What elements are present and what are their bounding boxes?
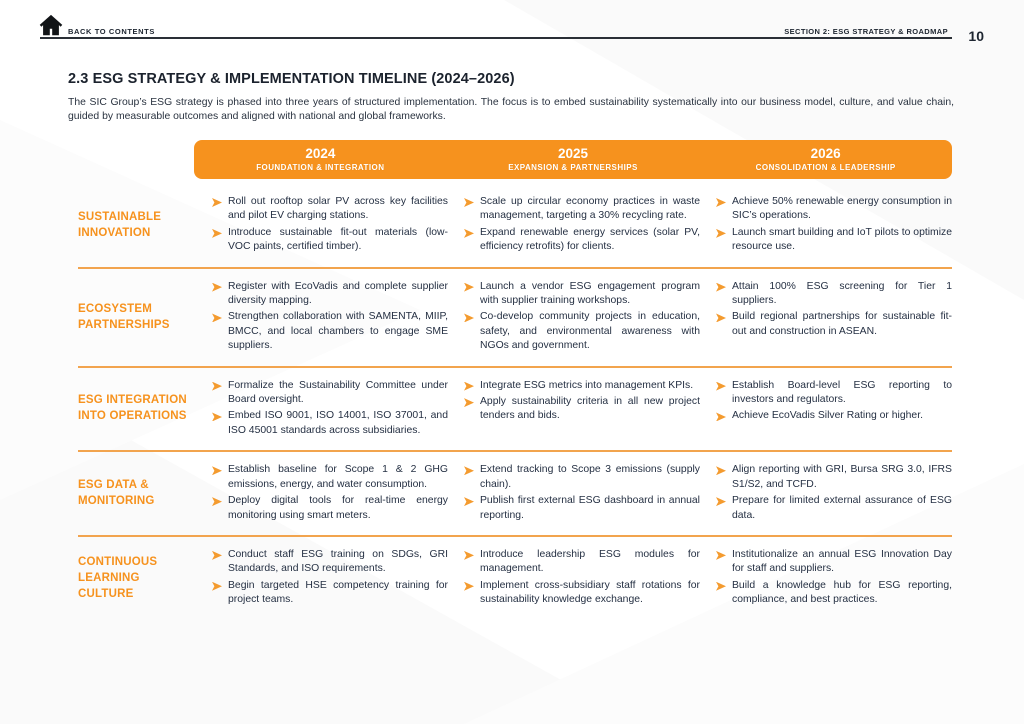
arrow-bullet-icon <box>212 313 222 322</box>
bullet-text: Establish baseline for Scope 1 & 2 GHG emissions, energy, and water consumption. <box>228 464 448 490</box>
bullet-text: Publish first external ESG dashboard in annual reporting. <box>480 495 700 521</box>
arrow-bullet-icon <box>464 398 474 407</box>
year-label: 2024 <box>305 145 336 161</box>
cell-2026 <box>716 548 952 608</box>
cell-2024 <box>212 379 448 439</box>
bullet-item <box>716 379 952 408</box>
bullet-text: Scale up circular economy practices in waste management, targeting a 30% recycling rate. <box>480 196 700 222</box>
arrow-bullet-icon <box>716 198 726 207</box>
cell-2025 <box>464 463 700 523</box>
cell-2024 <box>212 280 448 354</box>
timeline-row-esg-integration <box>78 368 952 453</box>
bullet-item <box>464 379 700 393</box>
row-label: SUSTAINABLE INNOVATION <box>78 210 162 239</box>
bullet-text: Register with EcoVadis and complete supplier diversity mapping. <box>228 280 448 307</box>
bullet-text: Expand renewable energy services (solar PV, efficiency retrofits) for clients. <box>480 226 700 253</box>
back-to-contents-label: BACK TO CONTENTS <box>68 27 155 36</box>
bullet-item <box>212 409 448 438</box>
year-subtitle: FOUNDATION & INTEGRATION <box>256 162 385 172</box>
year-column-2026 <box>699 147 952 173</box>
arrow-bullet-icon <box>464 283 474 292</box>
bullet-item <box>464 395 700 424</box>
arrow-bullet-icon <box>212 229 222 238</box>
bullet-item <box>464 463 700 492</box>
page-title: 2.3 ESG STRATEGY & IMPLEMENTATION TIMELINE (2024–2026) <box>68 71 515 87</box>
cell-2025 <box>464 379 700 439</box>
cell-2026 <box>716 195 952 255</box>
timeline-row-sustainable-innovation <box>78 184 952 269</box>
arrow-bullet-icon <box>212 551 222 560</box>
cell-2024 <box>212 463 448 523</box>
cell-2026 <box>716 379 952 439</box>
back-to-contents-link[interactable] <box>38 12 155 39</box>
arrow-bullet-icon <box>212 412 222 421</box>
arrow-bullet-icon <box>716 582 726 591</box>
arrow-bullet-icon <box>212 198 222 207</box>
bullet-item <box>212 310 448 353</box>
arrow-bullet-icon <box>716 412 726 421</box>
bullet-item <box>212 463 448 492</box>
year-label: 2026 <box>810 145 841 161</box>
bullet-text: Co-develop community projects in education, safety, and environmental awareness with NGOs and government. <box>480 311 700 352</box>
bullet-item <box>716 463 952 492</box>
bullet-text: Establish Board-level ESG reporting to investors and regulators. <box>732 379 952 406</box>
timeline-row-continuous-learning <box>78 537 952 620</box>
page-number: 10 <box>968 28 984 44</box>
bullet-text: Launch smart building and IoT pilots to optimize resource use. <box>732 226 952 253</box>
arrow-bullet-icon <box>464 582 474 591</box>
timeline-row-ecosystem-partnerships <box>78 269 952 368</box>
arrow-bullet-icon <box>716 313 726 322</box>
bullet-text: Roll out rooftop solar PV across key facilities and pilot EV charging stations. <box>228 196 448 222</box>
cell-2024 <box>212 195 448 255</box>
bullet-text: Attain 100% ESG screening for Tier 1 suppliers. <box>732 280 952 307</box>
bullet-text: Build a knowledge hub for ESG reporting, compliance, and best practices. <box>732 579 952 606</box>
bullet-text: Introduce leadership ESG modules for management. <box>480 548 700 575</box>
arrow-bullet-icon <box>716 283 726 292</box>
bullet-item <box>716 310 952 339</box>
year-subtitle: EXPANSION & PARTNERSHIPS <box>508 162 638 172</box>
arrow-bullet-icon <box>212 582 222 591</box>
bullet-item <box>464 226 700 255</box>
bullet-text: Build regional partnerships for sustainable fit-out and construction in ASEAN. <box>732 311 952 337</box>
intro-paragraph: The SIC Group’s ESG strategy is phased into three years of structured implementation. The focus is to embed sustainability systematically into our business model, culture, and value chain, guided by measurable outcomes and aligned with national and global frameworks. <box>68 97 954 122</box>
cell-2025 <box>464 195 700 255</box>
arrow-bullet-icon <box>716 497 726 506</box>
row-label: ESG DATA & MONITORING <box>78 479 155 508</box>
arrow-bullet-icon <box>212 466 222 475</box>
bullet-item <box>464 280 700 309</box>
bullet-item <box>716 226 952 255</box>
bullet-item <box>716 579 952 608</box>
arrow-bullet-icon <box>212 497 222 506</box>
bullet-item <box>464 494 700 523</box>
arrow-bullet-icon <box>212 382 222 391</box>
bullet-text: Apply sustainability criteria in all new project tenders and bids. <box>480 396 700 422</box>
cell-2025 <box>464 548 700 608</box>
year-subtitle: CONSOLIDATION & LEADERSHIP <box>755 162 896 172</box>
bullet-item <box>716 548 952 577</box>
bullet-text: Strengthen collaboration with SAMENTA, MIIP, BMCC, and local chambers to engage SME suppliers. <box>228 311 448 352</box>
cell-2026 <box>716 463 952 523</box>
bullet-text: Achieve EcoVadis Silver Rating or higher. <box>732 410 923 422</box>
arrow-bullet-icon <box>464 229 474 238</box>
bullet-item <box>716 494 952 523</box>
arrow-bullet-icon <box>716 466 726 475</box>
bullet-text: Achieve 50% renewable energy consumption in SIC’s operations. <box>732 196 952 222</box>
cell-2025 <box>464 280 700 354</box>
header-rule <box>40 37 952 39</box>
arrow-bullet-icon <box>464 382 474 391</box>
bullet-item <box>464 195 700 224</box>
bullet-item <box>212 280 448 309</box>
bullet-text: Integrate ESG metrics into management KPIs. <box>480 379 694 391</box>
arrow-bullet-icon <box>716 229 726 238</box>
bullet-item <box>212 494 448 523</box>
bullet-text: Extend tracking to Scope 3 emissions (supply chain). <box>480 464 700 490</box>
section-label: SECTION 2: ESG STRATEGY & ROADMAP <box>784 27 948 36</box>
bullet-item <box>212 379 448 408</box>
timeline-table <box>78 184 952 620</box>
bullet-item <box>464 579 700 608</box>
year-column-2025 <box>447 147 700 173</box>
bullet-item <box>716 195 952 224</box>
year-label: 2025 <box>557 145 589 161</box>
bullet-text: Formalize the Sustainability Committee under Board oversight. <box>228 379 448 406</box>
bullet-item <box>212 195 448 224</box>
arrow-bullet-icon <box>212 283 222 292</box>
bullet-item <box>212 548 448 577</box>
arrow-bullet-icon <box>716 382 726 391</box>
bullet-item <box>464 310 700 353</box>
arrow-bullet-icon <box>716 551 726 560</box>
cell-2024 <box>212 548 448 608</box>
bullet-item <box>212 226 448 255</box>
bullet-item <box>716 280 952 309</box>
arrow-bullet-icon <box>464 551 474 560</box>
bullet-text: Align reporting with GRI, Bursa SRG 3.0, IFRS S1/S2, and TCFD. <box>732 464 952 490</box>
bullet-text: Prepare for limited external assurance of ESG data. <box>732 495 952 521</box>
home-icon <box>38 12 64 39</box>
arrow-bullet-icon <box>464 466 474 475</box>
row-label: ESG INTEGRATION INTO OPERATIONS <box>78 394 187 423</box>
timeline-row-esg-data-monitoring <box>78 452 952 537</box>
arrow-bullet-icon <box>464 198 474 207</box>
bullet-text: Implement cross-subsidiary staff rotations for sustainability knowledge exchange. <box>480 579 700 606</box>
row-label: ECOSYSTEM PARTNERSHIPS <box>78 302 170 331</box>
row-label: CONTINUOUS LEARNING CULTURE <box>78 555 158 600</box>
year-header-bar <box>194 140 952 179</box>
arrow-bullet-icon <box>464 497 474 506</box>
bullet-text: Institutionalize an annual ESG Innovation Day for staff and suppliers. <box>732 548 952 575</box>
bullet-item <box>464 548 700 577</box>
bullet-item <box>212 579 448 608</box>
bullet-text: Introduce sustainable fit-out materials (low-VOC paints, certified timber). <box>228 226 448 253</box>
bullet-text: Launch a vendor ESG engagement program with supplier training workshops. <box>480 280 700 307</box>
bullet-text: Deploy digital tools for real-time energy monitoring using smart meters. <box>228 495 448 521</box>
bullet-text: Begin targeted HSE competency training for project teams. <box>228 579 448 606</box>
bullet-text: Embed ISO 9001, ISO 14001, ISO 37001, and ISO 45001 standards across subsidiaries. <box>228 410 448 436</box>
cell-2026 <box>716 280 952 354</box>
year-column-2024 <box>194 147 447 173</box>
arrow-bullet-icon <box>464 313 474 322</box>
bullet-text: Conduct staff ESG training on SDGs, GRI Standards, and ISO requirements. <box>228 548 448 575</box>
bullet-item <box>716 409 952 423</box>
